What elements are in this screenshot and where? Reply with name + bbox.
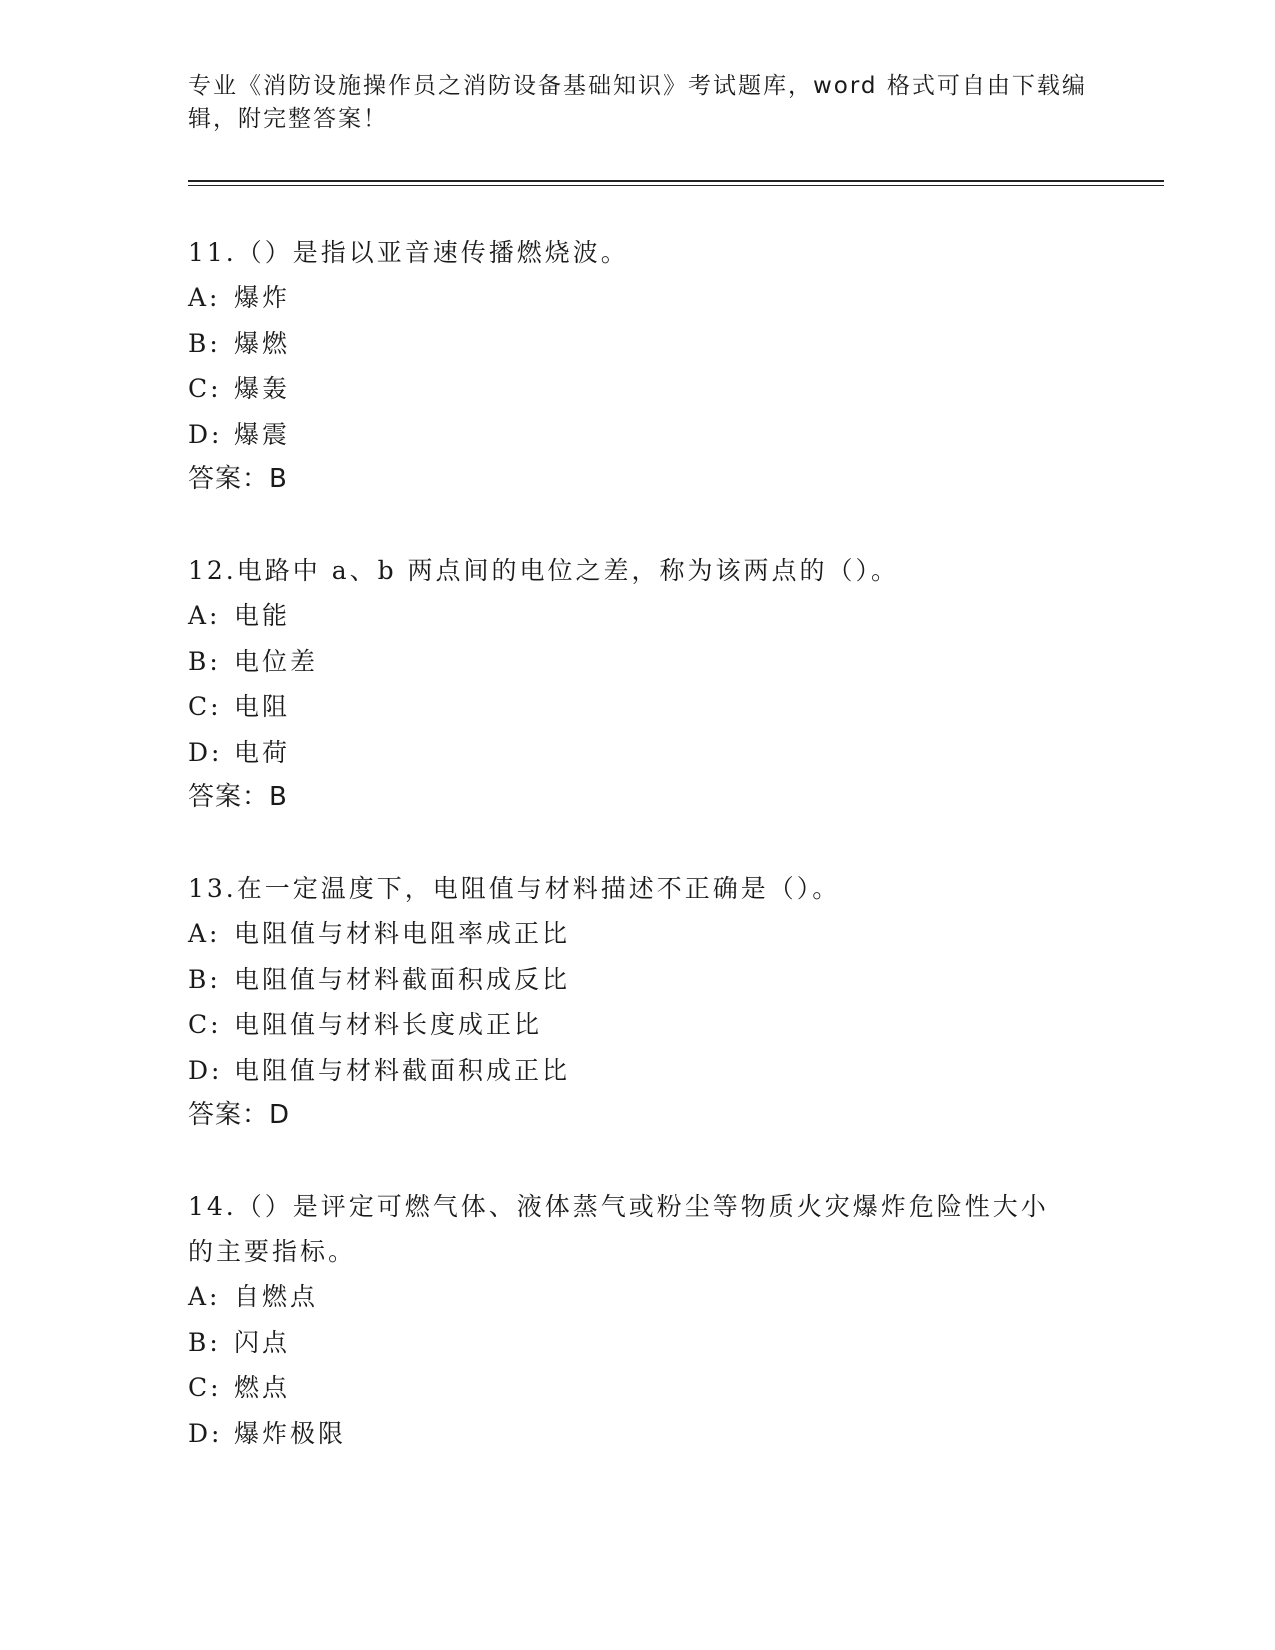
option-d <box>188 1048 1088 1094</box>
option-text: 爆炸 <box>234 283 291 312</box>
answer: 答案：B <box>188 464 288 494</box>
option-letter: C: <box>188 692 222 721</box>
option-text: 电阻值与材料长度成正比 <box>234 1010 543 1039</box>
option-text: 爆燃 <box>234 328 291 358</box>
option-c <box>188 1002 1088 1048</box>
option-a <box>188 1274 1088 1320</box>
header-line-1: 专业《消防设施操作员之消防设备基础知识》考试题库，word 格式可自由下载编 <box>188 73 1087 99</box>
answer: 答案：B <box>188 782 288 812</box>
option-letter: B: <box>188 328 221 358</box>
question-11 <box>188 230 1088 502</box>
option-text: 电阻值与材料截面积成正比 <box>234 1055 571 1085</box>
option-letter: D: <box>188 737 223 767</box>
option-letter: B: <box>188 964 221 994</box>
option-d <box>188 412 1088 458</box>
option-c <box>188 1365 1088 1411</box>
option-letter: C: <box>188 374 222 403</box>
option-text: 爆炸极限 <box>234 1418 347 1448</box>
option-letter: A: <box>188 283 221 312</box>
option-letter: D: <box>188 1055 223 1085</box>
answer: 答案：D <box>188 1100 291 1130</box>
question-stem-line-2: 的主要指标。 <box>188 1237 357 1266</box>
document-header <box>188 70 1088 136</box>
option-text: 燃点 <box>234 1373 291 1402</box>
question-13 <box>188 866 1088 1138</box>
option-letter: A: <box>188 1282 221 1311</box>
option-c <box>188 684 1088 730</box>
option-letter: D: <box>188 1418 223 1448</box>
option-b <box>188 1320 1088 1366</box>
option-letter: D: <box>188 419 223 449</box>
option-d <box>188 730 1088 776</box>
option-text: 爆震 <box>234 419 291 449</box>
option-letter: A: <box>188 601 221 630</box>
question-12 <box>188 548 1088 820</box>
option-text: 闪点 <box>234 1327 291 1357</box>
question-stem: 13.在一定温度下，电阻值与材料描述不正确是（）。 <box>188 874 841 903</box>
option-a <box>188 593 1088 639</box>
question-14 <box>188 1184 1088 1456</box>
option-b <box>188 639 1088 685</box>
header-line-2: 辑，附完整答案！ <box>188 106 388 132</box>
question-stem: 12.电路中 a、b 两点间的电位之差，称为该两点的（）。 <box>188 556 900 585</box>
option-b <box>188 957 1088 1003</box>
option-text: 电能 <box>234 601 291 630</box>
option-letter: B: <box>188 646 221 676</box>
header-divider-thin <box>188 185 1164 186</box>
option-text: 电位差 <box>234 646 319 676</box>
option-letter: C: <box>188 1373 222 1402</box>
option-text: 电荷 <box>234 737 291 767</box>
header-divider-thick <box>188 180 1164 182</box>
question-stem: 11.（）是指以亚音速传播燃烧波。 <box>188 238 629 267</box>
option-letter: C: <box>188 1010 222 1039</box>
question-stem-line-1: 14.（）是评定可燃气体、液体蒸气或粉尘等物质火灾爆炸危险性大小 <box>188 1192 1049 1221</box>
option-a <box>188 275 1088 321</box>
option-a <box>188 911 1088 957</box>
option-text: 电阻值与材料截面积成反比 <box>234 964 571 994</box>
option-text: 电阻 <box>234 692 291 721</box>
option-letter: B: <box>188 1327 221 1357</box>
option-c <box>188 366 1088 412</box>
option-text: 电阻值与材料电阻率成正比 <box>234 919 571 948</box>
option-b <box>188 321 1088 367</box>
option-text: 爆轰 <box>234 374 291 403</box>
option-d <box>188 1411 1088 1457</box>
option-text: 自燃点 <box>234 1282 319 1311</box>
option-letter: A: <box>188 919 221 948</box>
